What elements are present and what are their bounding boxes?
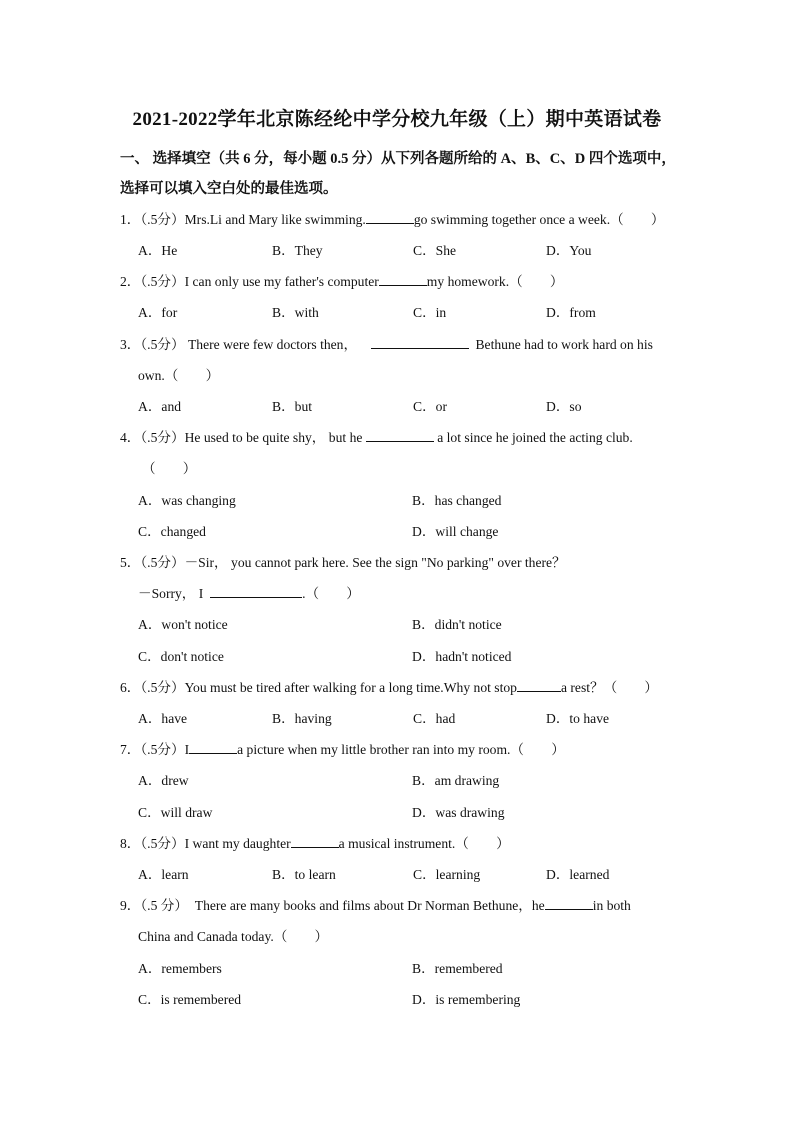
- question-text: You must be tired after walking for a long time.Why not stop: [184, 680, 517, 695]
- options-7: [138, 769, 678, 787]
- question-text-after: a lot since he joined the acting club.: [437, 430, 633, 445]
- option-b[interactable]: B．but: [272, 399, 313, 414]
- question-text-after: a rest？（ ）: [560, 680, 658, 695]
- question-text-after: go swimming together once a week.（ ）: [413, 212, 665, 227]
- question-score: （.5分）: [140, 212, 185, 227]
- options-9: [138, 957, 678, 975]
- option-d[interactable]: D．learned: [546, 867, 610, 882]
- question-text-after: a musical instrument.（ ）: [338, 836, 510, 851]
- question-text-after: in both: [592, 898, 631, 913]
- question-number: 8．: [120, 836, 141, 851]
- answer-blank: [366, 211, 414, 224]
- question-text: There were few doctors then，: [187, 337, 358, 352]
- question-text: I can only use my father's computer: [184, 274, 379, 289]
- answer-blank: [517, 679, 561, 692]
- option-d[interactable]: D．hadn't noticed: [412, 649, 512, 664]
- option-c[interactable]: C．don't notice: [138, 649, 224, 664]
- options-4-row2: [138, 520, 678, 538]
- question-text-after: Bethune had to work hard on his: [475, 337, 653, 352]
- option-c[interactable]: C．in: [413, 305, 447, 320]
- option-b[interactable]: B．remembered: [412, 961, 503, 976]
- question-6: [120, 676, 676, 696]
- question-text-after: .（ ）: [302, 586, 360, 601]
- answer-blank: [545, 897, 593, 910]
- answer-blank: [189, 741, 237, 754]
- option-a[interactable]: A．won't notice: [138, 617, 228, 632]
- option-a[interactable]: A．He: [138, 243, 178, 258]
- options-7-row2: [138, 801, 678, 819]
- question-number: 5．: [120, 555, 141, 570]
- question-score: （.5 分）: [140, 898, 188, 913]
- question-text-after: a picture when my little brother ran into my room.（ ）: [237, 742, 565, 757]
- question-text: －Sorry， I: [138, 586, 204, 601]
- option-d[interactable]: D．will change: [412, 524, 499, 539]
- option-b[interactable]: B．am drawing: [412, 773, 500, 788]
- question-score: （.5分）: [140, 274, 185, 289]
- question-number: 7．: [120, 742, 141, 757]
- option-c[interactable]: C．changed: [138, 524, 206, 539]
- question-8: [120, 832, 676, 852]
- option-b[interactable]: B．has changed: [412, 493, 502, 508]
- question-2: [120, 270, 676, 290]
- option-b[interactable]: B．They: [272, 243, 323, 258]
- question-number: 9．: [120, 898, 141, 913]
- options-8: [138, 863, 678, 881]
- options-5-row2: [138, 645, 678, 663]
- answer-blank: [210, 585, 302, 598]
- option-c[interactable]: C．had: [413, 711, 456, 726]
- option-a[interactable]: A．and: [138, 399, 182, 414]
- option-d[interactable]: D．from: [546, 305, 596, 320]
- question-score: （.5分）: [140, 337, 185, 352]
- question-text: －Sir， you cannot park here. See the sign "No parking" over there？: [184, 555, 566, 570]
- question-number: 3．: [120, 337, 141, 352]
- question-number: 4．: [120, 430, 141, 445]
- options-6: [138, 707, 678, 725]
- question-3: [120, 333, 676, 353]
- question-9-continuation: China and Canada today.（ ）: [138, 929, 329, 944]
- option-b[interactable]: B．didn't notice: [412, 617, 502, 632]
- question-score: （.5分）: [140, 742, 185, 757]
- section-instruction-line2: 选择可以填入空白处的最佳选项。: [120, 181, 338, 197]
- question-text: Mrs.Li and Mary like swimming.: [184, 212, 366, 227]
- option-c[interactable]: C．She: [413, 243, 457, 258]
- question-score: （.5分）: [140, 836, 185, 851]
- question-5: [120, 551, 676, 571]
- section-instruction-line1: 一、 选择填空（共 6 分，每小题 0.5 分）从下列各题所给的 A、B、C、D 四个选项中，: [120, 151, 676, 167]
- question-number: 2．: [120, 274, 141, 289]
- answer-blank: [371, 336, 469, 349]
- question-score: （.5分）: [140, 555, 185, 570]
- options-3: [138, 395, 678, 413]
- options-5: [138, 613, 678, 631]
- option-a[interactable]: A．have: [138, 711, 188, 726]
- question-text: I: [184, 742, 190, 757]
- option-c[interactable]: C．will draw: [138, 805, 213, 820]
- option-d[interactable]: D．is remembering: [412, 992, 521, 1007]
- options-1: [138, 239, 678, 257]
- question-score: （.5分）: [140, 430, 185, 445]
- option-d[interactable]: D．You: [546, 243, 592, 258]
- options-4: [138, 489, 678, 507]
- question-5-continuation: [138, 582, 360, 602]
- option-a[interactable]: A．was changing: [138, 493, 236, 508]
- question-number: 6．: [120, 680, 141, 695]
- question-text-after: my homework.（ ）: [426, 274, 564, 289]
- option-d[interactable]: D．so: [546, 399, 582, 414]
- option-b[interactable]: B．to learn: [272, 867, 336, 882]
- option-c[interactable]: C．learning: [413, 867, 481, 882]
- option-c[interactable]: C．or: [413, 399, 447, 414]
- question-3-continuation: own.（ ）: [138, 368, 220, 383]
- question-number: 1．: [120, 212, 141, 227]
- option-a[interactable]: A．drew: [138, 773, 189, 788]
- option-b[interactable]: B．with: [272, 305, 319, 320]
- options-9-row2: [138, 988, 678, 1006]
- option-d[interactable]: D．to have: [546, 711, 610, 726]
- question-score: （.5分）: [140, 680, 185, 695]
- question-text: I want my daughter: [184, 836, 291, 851]
- answer-blank: [366, 429, 434, 442]
- answer-blank: [291, 835, 339, 848]
- question-9: [120, 894, 676, 914]
- option-c[interactable]: C．is remembered: [138, 992, 242, 1007]
- option-d[interactable]: D．was drawing: [412, 805, 505, 820]
- question-1: [120, 208, 676, 228]
- question-4: [120, 426, 676, 446]
- option-a[interactable]: A．remembers: [138, 961, 222, 976]
- options-2: [138, 301, 678, 319]
- question-7: [120, 738, 676, 758]
- question-4-continuation: （ ）: [142, 461, 197, 476]
- option-a[interactable]: A．for: [138, 305, 178, 320]
- page-title: 2021-2022学年北京陈经纶中学分校九年级（上）期中英语试卷: [132, 109, 662, 130]
- option-a[interactable]: A．learn: [138, 867, 189, 882]
- answer-blank: [379, 273, 427, 286]
- question-text: There are many books and films about Dr Norman Bethune，he: [194, 898, 545, 913]
- option-b[interactable]: B．having: [272, 711, 332, 726]
- question-text: He used to be quite shy， but he: [184, 430, 363, 445]
